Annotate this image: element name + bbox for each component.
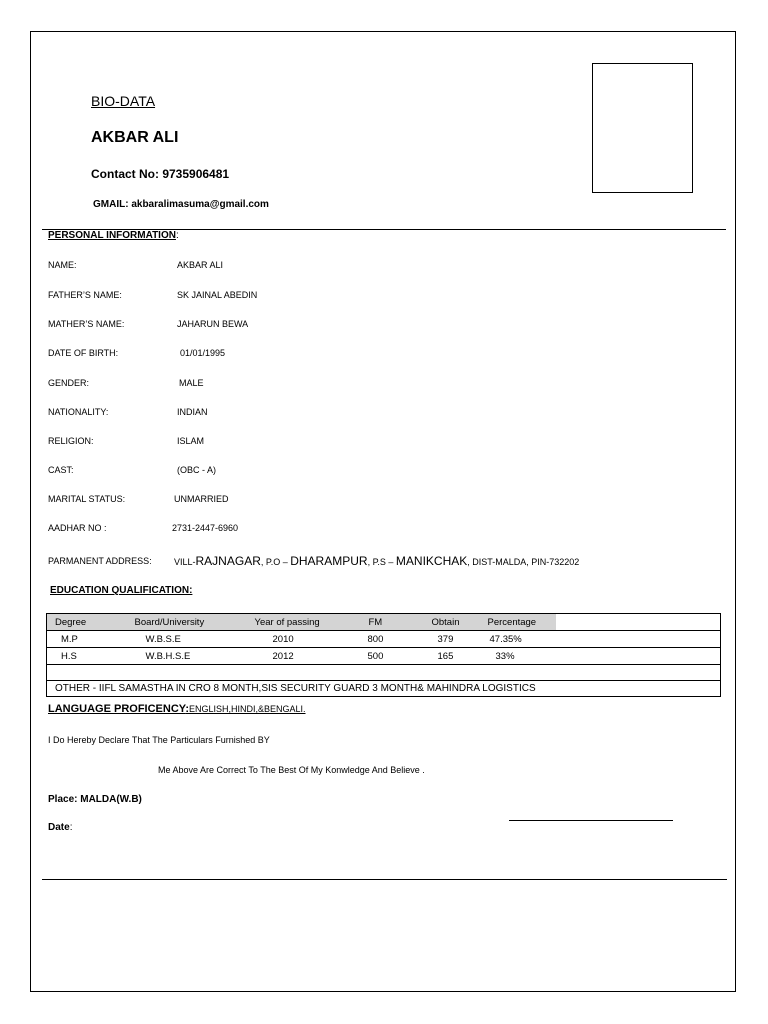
column-header-board: Board/University	[125, 614, 245, 631]
table-row	[47, 631, 721, 648]
column-header-degree: Degree	[47, 614, 125, 631]
cell-board: W.B.S.E	[125, 631, 245, 648]
table-header-row	[47, 614, 721, 631]
photo-box	[592, 63, 693, 193]
value-gender: MALE	[179, 378, 204, 388]
personal-heading	[48, 230, 179, 241]
label-address: PARMANENT ADDRESS:	[48, 556, 152, 566]
footer-divider	[42, 879, 727, 880]
label-religion: RELIGION:	[48, 436, 94, 446]
education-table	[46, 613, 721, 697]
label-dob: DATE OF BIRTH:	[48, 348, 119, 358]
column-header-year: Year of passing	[245, 614, 355, 631]
cell-fm: 500	[355, 648, 422, 665]
candidate-name: AKBAR ALI	[91, 129, 179, 146]
gmail-label: GMAIL:	[93, 199, 129, 210]
label-father-name: FATHER’S NAME:	[48, 290, 122, 300]
table-blank-cell	[556, 631, 721, 648]
value-mother-name: JAHARUN BEWA	[177, 319, 249, 329]
table-empty-cell	[47, 665, 721, 681]
address-part: , DIST-MALDA, PIN-732202	[467, 557, 580, 567]
label-mother-name: MATHER’S NAME:	[48, 319, 125, 329]
address-village: RAJNAGAR	[195, 554, 261, 568]
value-religion: ISLAM	[177, 436, 205, 446]
signature-line	[509, 820, 673, 821]
label-aadhar: AADHAR NO :	[48, 523, 107, 533]
address-post-office: DHARAMPUR	[290, 554, 368, 568]
date-colon: :	[69, 822, 73, 833]
label-name: NAME:	[48, 260, 77, 270]
language-colon: :	[185, 703, 189, 715]
declaration-line-1: I Do Hereby Declare That The Particulars Furnished BY	[48, 735, 270, 745]
date-label: Date	[48, 822, 70, 833]
column-header-fm: FM	[355, 614, 422, 631]
address-police-station: MANIKCHAK	[395, 554, 468, 568]
cell-year: 2012	[245, 648, 355, 665]
label-nationality: NATIONALITY:	[48, 407, 109, 417]
address-part: , P.O –	[260, 557, 291, 567]
table-other-row	[47, 681, 721, 697]
column-header-obtain: Obtain	[422, 614, 486, 631]
label-marital-status: MARITAL STATUS:	[48, 494, 126, 504]
address-part: , P.S –	[367, 557, 396, 567]
gmail-value: akbaralimasuma@gmail.com	[131, 199, 269, 210]
column-header-percentage: Percentage	[486, 614, 556, 631]
personal-heading-text: PERSONAL INFORMATION	[48, 230, 176, 241]
declaration-line-2: Me Above Are Correct To The Best Of My Konwledge And Believe .	[158, 765, 425, 775]
cell-degree: H.S	[47, 648, 125, 665]
gmail-line	[93, 199, 269, 210]
document-title: BIO-DATA	[91, 93, 156, 109]
contact-number: Contact No: 9735906481	[91, 167, 230, 181]
cell-obtain: 165	[422, 648, 486, 665]
language-label: LANGUAGE PROFICENCY	[48, 703, 186, 715]
value-name: AKBAR ALI	[177, 260, 224, 270]
personal-heading-colon: :	[175, 230, 179, 241]
label-cast: CAST:	[48, 465, 74, 475]
cell-board: W.B.H.S.E	[125, 648, 245, 665]
value-dob: 01/01/1995	[180, 348, 226, 358]
value-nationality: INDIAN	[177, 407, 208, 417]
cell-fm: 800	[355, 631, 422, 648]
language-value: ENGLISH,HINDI,&BENGALI.	[188, 704, 306, 714]
cell-obtain: 379	[422, 631, 486, 648]
table-blank-cell	[556, 648, 721, 665]
value-address	[174, 554, 579, 568]
date-line	[48, 822, 72, 833]
cell-percentage: 33%	[486, 648, 556, 665]
education-heading: EDUCATION QUALIFICATION:	[50, 585, 193, 596]
table-empty-row	[47, 665, 721, 681]
table-blank-cell	[556, 614, 721, 631]
label-gender: GENDER:	[48, 378, 90, 388]
address-part: VILL-	[174, 557, 196, 567]
language-proficiency	[48, 703, 306, 715]
value-cast: (OBC - A)	[177, 465, 217, 475]
value-marital-status: UNMARRIED	[174, 494, 229, 504]
cell-year: 2010	[245, 631, 355, 648]
table-row	[47, 648, 721, 665]
other-experience: OTHER - IIFL SAMASTHA IN CRO 8 MONTH,SIS SECURITY GUARD 3 MONTH& MAHINDRA LOGISTICS	[47, 681, 721, 697]
place-line: Place: MALDA(W.B)	[48, 794, 142, 805]
cell-degree: M.P	[47, 631, 125, 648]
value-father-name: SK JAINAL ABEDIN	[177, 290, 258, 300]
cell-percentage: 47.35%	[486, 631, 556, 648]
value-aadhar: 2731-2447-6960	[172, 523, 239, 533]
